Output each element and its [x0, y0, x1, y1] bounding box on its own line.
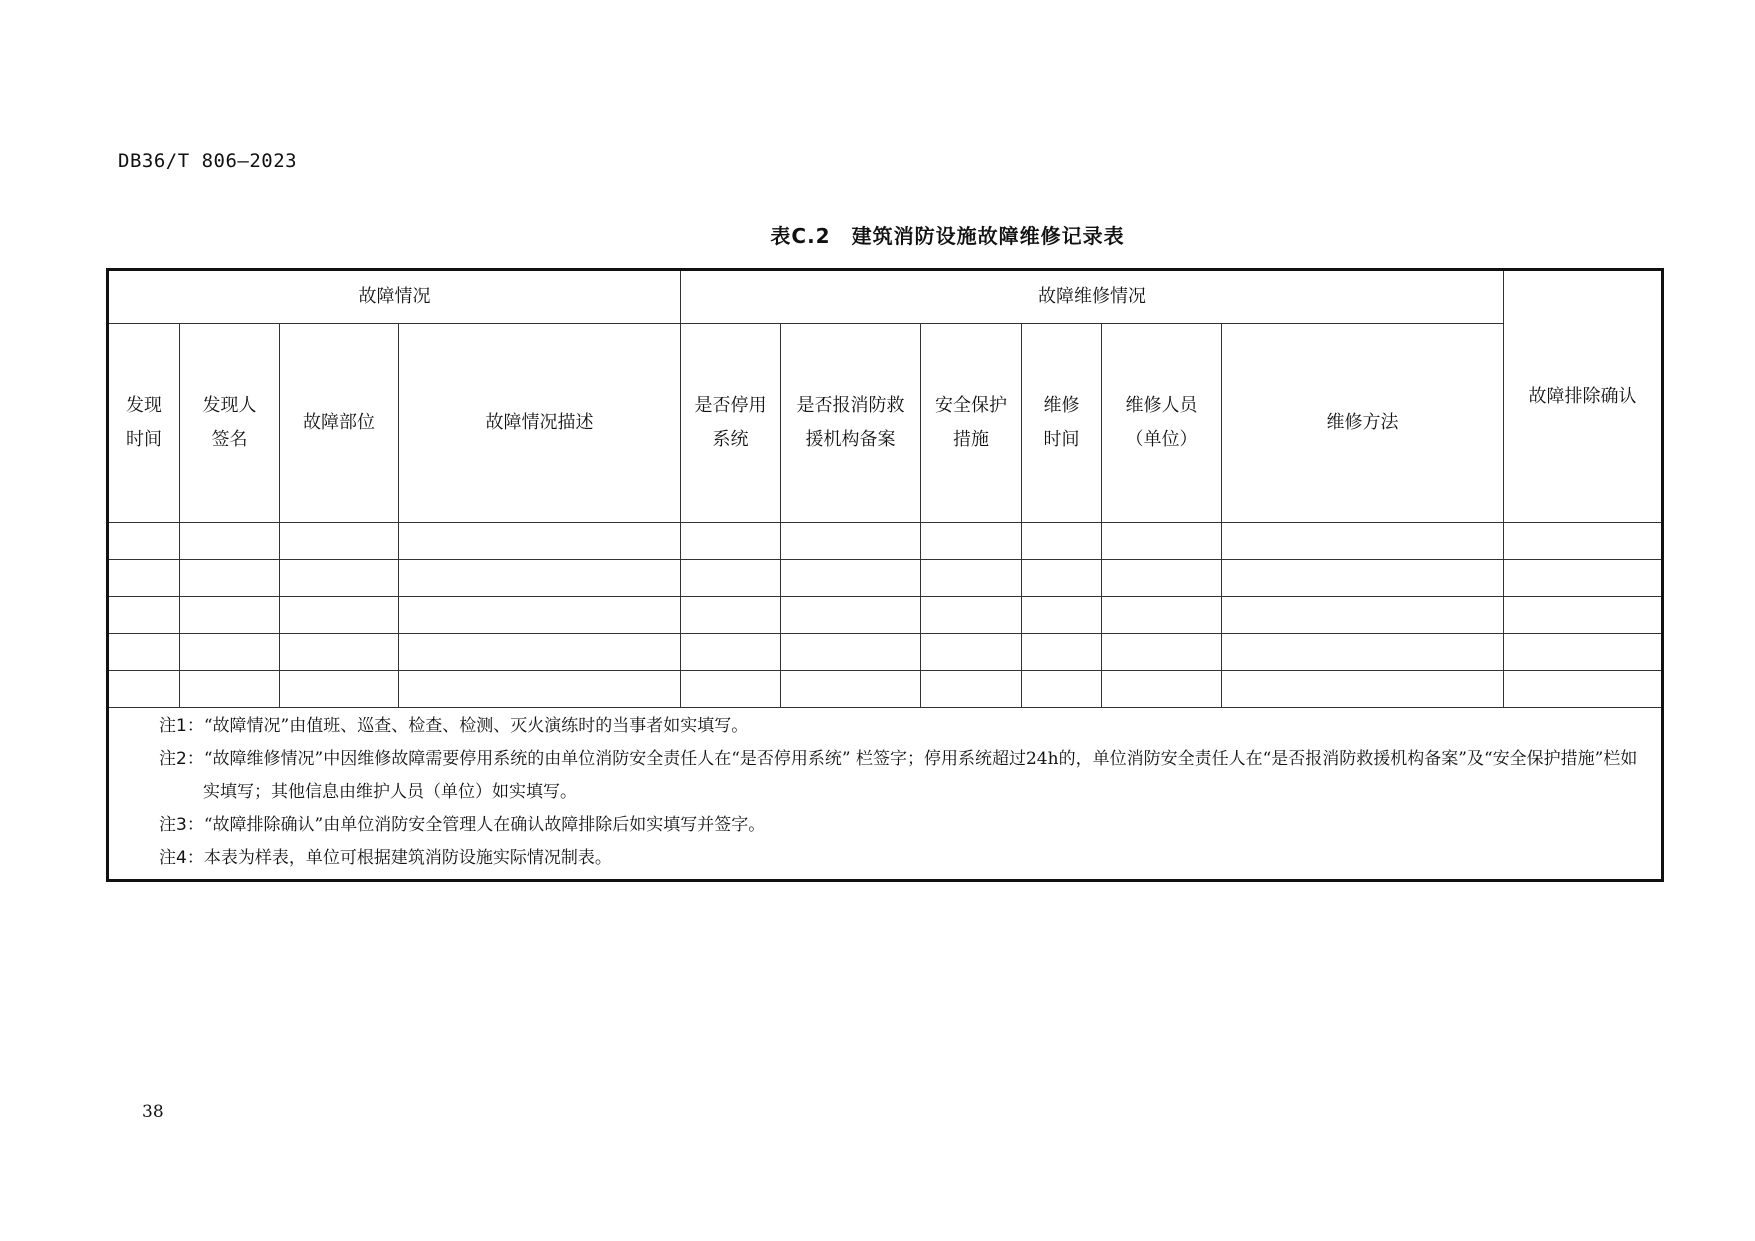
table-cell[interactable]: [1504, 597, 1663, 634]
table-cell[interactable]: [921, 560, 1022, 597]
table-cell[interactable]: [280, 523, 399, 560]
table-cell[interactable]: [921, 597, 1022, 634]
table-cell[interactable]: [1022, 634, 1102, 671]
table-cell[interactable]: [1222, 560, 1504, 597]
table-cell[interactable]: [1222, 523, 1504, 560]
group-header-repair: 故障维修情况: [681, 270, 1504, 324]
table-cell[interactable]: [781, 597, 921, 634]
table-cell[interactable]: [180, 560, 280, 597]
table-cell[interactable]: [1102, 523, 1222, 560]
table-cell[interactable]: [1222, 597, 1504, 634]
table-cell[interactable]: [399, 560, 681, 597]
table-cell[interactable]: [280, 634, 399, 671]
table-cell[interactable]: [1102, 634, 1222, 671]
group-header-confirm: 故障排除确认: [1504, 270, 1663, 523]
document-code: DB36/T 806—2023: [118, 150, 298, 172]
table-cell[interactable]: [399, 634, 681, 671]
table-title: 表C.2 建筑消防设施故障维修记录表: [770, 224, 1125, 248]
table-cell[interactable]: [399, 523, 681, 560]
notes-cell: [108, 708, 1663, 881]
table-row: [108, 634, 1663, 671]
table-cell[interactable]: [781, 560, 921, 597]
group-header-fault: 故障情况: [108, 270, 681, 324]
table-cell[interactable]: [1504, 560, 1663, 597]
table-cell[interactable]: [108, 597, 180, 634]
column-header-filed-with-fire-rescue: 是否报消防救 援机构备案: [781, 324, 921, 523]
table-cell[interactable]: [681, 634, 781, 671]
table-cell[interactable]: [280, 560, 399, 597]
table-cell[interactable]: [180, 634, 280, 671]
table-cell[interactable]: [180, 523, 280, 560]
table-cell[interactable]: [921, 634, 1022, 671]
page-number: 38: [142, 1102, 164, 1122]
column-header-discovery-time: 发现 时间: [108, 324, 180, 523]
column-header-fault-description: 故障情况描述: [399, 324, 681, 523]
note-4: 注4：本表为样表，单位可根据建筑消防设施实际情况制表。: [159, 848, 612, 868]
table-cell[interactable]: [1022, 671, 1102, 708]
table-cell[interactable]: [108, 523, 180, 560]
table-cell[interactable]: [1022, 523, 1102, 560]
table-cell[interactable]: [781, 671, 921, 708]
table-cell[interactable]: [399, 597, 681, 634]
table-cell[interactable]: [781, 523, 921, 560]
table-cell[interactable]: [180, 671, 280, 708]
table-cell[interactable]: [1022, 597, 1102, 634]
table-cell[interactable]: [921, 671, 1022, 708]
table-cell[interactable]: [180, 597, 280, 634]
table-cell[interactable]: [681, 523, 781, 560]
note-2: 注2：“故障维修情况”中因维修故障需要停用系统的由单位消防安全责任人在“是否停用系统” 栏签字；停用系统超过24h的，单位消防安全责任人在“是否报消防救援机构备案”及“安全保护措施”栏如实填写；其他信息由维护人员（单位）如实填写。: [159, 749, 1638, 802]
notes-row: [108, 708, 1663, 881]
table-cell[interactable]: [681, 597, 781, 634]
column-header-system-stopped: 是否停用 系统: [681, 324, 781, 523]
table-cell[interactable]: [1022, 560, 1102, 597]
column-header-fault-location: 故障部位: [280, 324, 399, 523]
table-cell[interactable]: [1504, 523, 1663, 560]
table-cell[interactable]: [1504, 634, 1663, 671]
column-header-safety-measures: 安全保护 措施: [921, 324, 1022, 523]
table-row: [108, 597, 1663, 634]
table-cell[interactable]: [921, 523, 1022, 560]
table-row: [108, 523, 1663, 560]
column-header-row: [108, 324, 1663, 523]
table-cell[interactable]: [108, 560, 180, 597]
table-row: [108, 560, 1663, 597]
table-cell[interactable]: [1222, 671, 1504, 708]
note-3: 注3：“故障排除确认”由单位消防安全管理人在确认故障排除后如实填写并签字。: [159, 815, 766, 835]
table-cell[interactable]: [399, 671, 681, 708]
table-cell[interactable]: [280, 597, 399, 634]
table-cell[interactable]: [1222, 634, 1504, 671]
group-header-row: [108, 270, 1663, 324]
fault-repair-record-table: [106, 268, 1664, 882]
table-row: [108, 671, 1663, 708]
table-cell[interactable]: [108, 634, 180, 671]
table-cell[interactable]: [781, 634, 921, 671]
column-header-repair-personnel: 维修人员 （单位）: [1102, 324, 1222, 523]
table-cell[interactable]: [1102, 597, 1222, 634]
table-cell[interactable]: [1102, 560, 1222, 597]
column-header-discoverer-signature: 发现人 签名: [180, 324, 280, 523]
table-cell[interactable]: [1102, 671, 1222, 708]
column-header-repair-method: 维修方法: [1222, 324, 1504, 523]
table-cell[interactable]: [1504, 671, 1663, 708]
table-cell[interactable]: [108, 671, 180, 708]
table-cell[interactable]: [681, 671, 781, 708]
table-cell[interactable]: [681, 560, 781, 597]
column-header-repair-time: 维修 时间: [1022, 324, 1102, 523]
note-1: 注1：“故障情况”由值班、巡查、检查、检测、灭火演练时的当事者如实填写。: [159, 716, 749, 736]
table-cell[interactable]: [280, 671, 399, 708]
